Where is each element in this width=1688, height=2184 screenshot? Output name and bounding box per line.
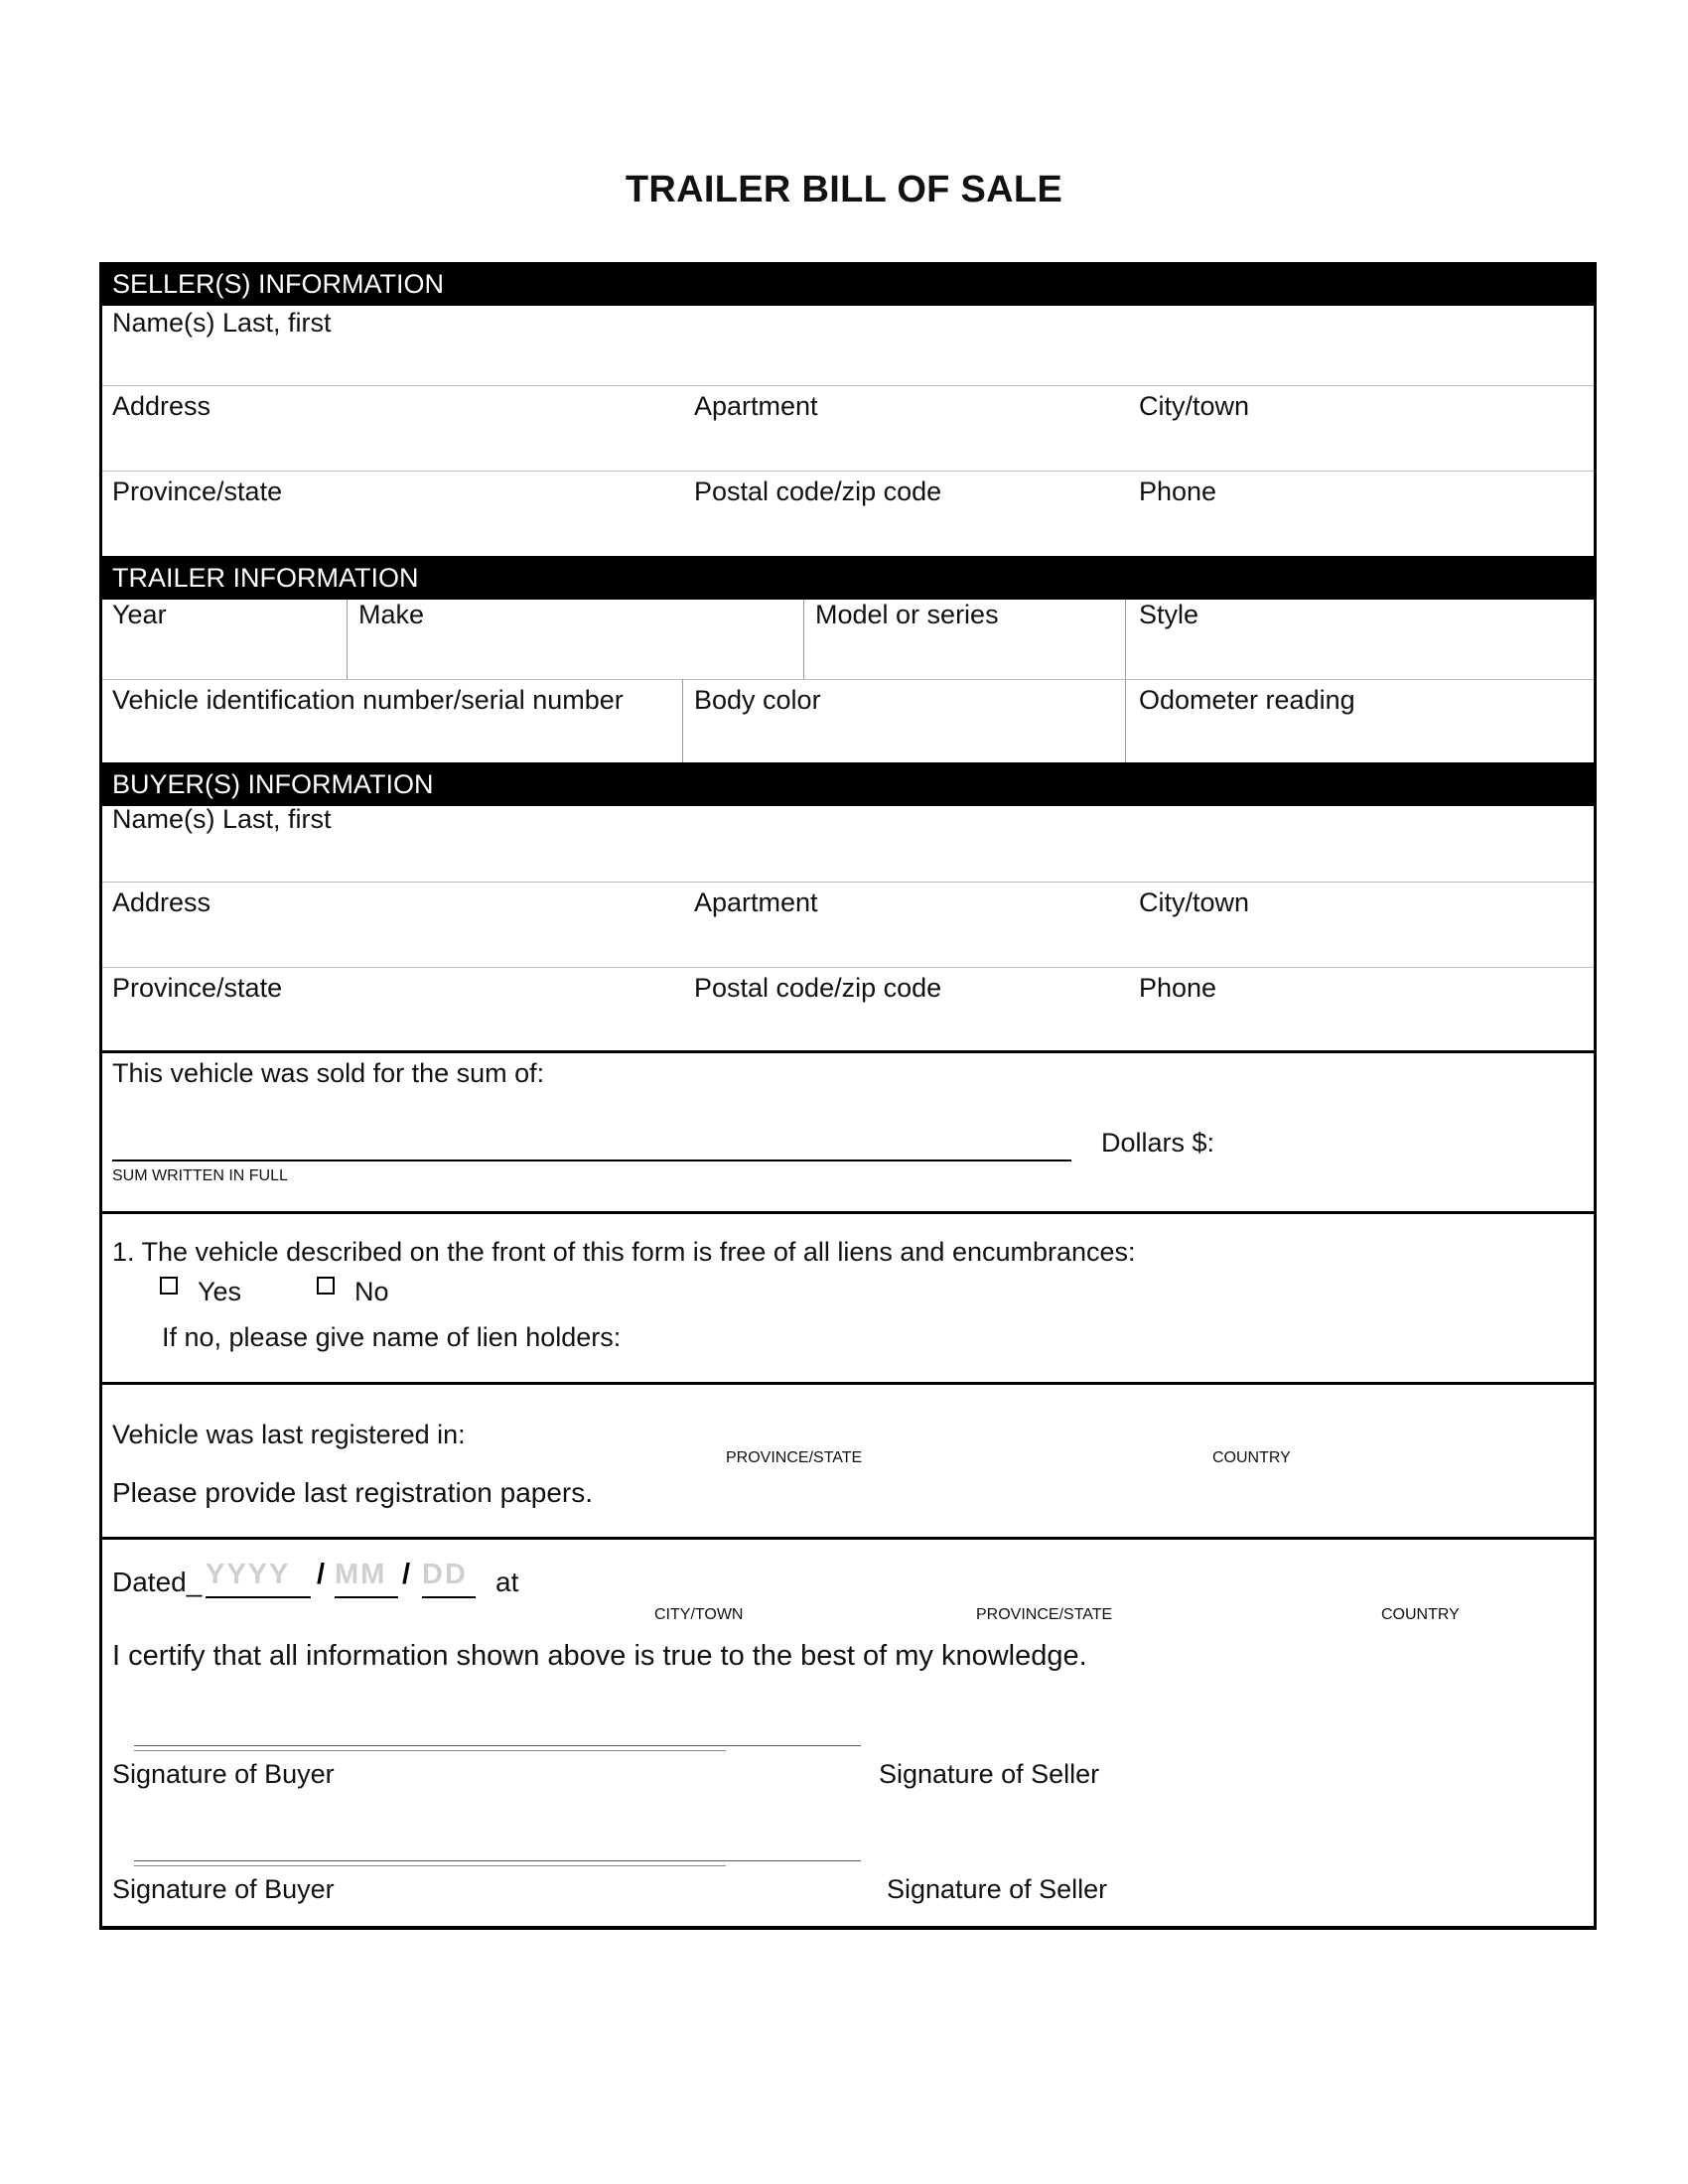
divider	[682, 679, 683, 764]
buyer-address-label: Address	[112, 887, 211, 917]
date-month-field[interactable]: MM	[335, 1559, 387, 1590]
registration-papers-label: Please provide last registration papers.	[112, 1477, 594, 1508]
dollars-label: Dollars $:	[1101, 1128, 1215, 1158]
trailer-style-label: Style	[1139, 600, 1199, 629]
liens-no-checkbox[interactable]	[317, 1277, 335, 1295]
date-month-underline	[335, 1596, 398, 1598]
seller-city-label: City/town	[1139, 391, 1250, 421]
dated-country-caption: COUNTRY	[1381, 1606, 1460, 1623]
liens-yes-label: Yes	[198, 1277, 242, 1306]
buyer-city-label: City/town	[1139, 887, 1250, 917]
divider	[1125, 600, 1126, 764]
divider	[102, 385, 1594, 386]
seller-province-label: Province/state	[112, 477, 283, 506]
buyer-signature-line-2[interactable]	[134, 1860, 861, 1861]
form-title: TRAILER BILL OF SALE	[625, 169, 1063, 210]
date-year-underline	[206, 1596, 311, 1598]
trailer-odometer-label: Odometer reading	[1139, 685, 1355, 715]
seller-apartment-label: Apartment	[694, 391, 818, 421]
trailer-section-header: TRAILER INFORMATION	[102, 556, 1594, 600]
seller-section-header: SELLER(S) INFORMATION	[102, 262, 1594, 306]
divider	[102, 967, 1594, 968]
divider	[803, 600, 804, 679]
date-day-field[interactable]: DD	[422, 1559, 468, 1590]
certify-statement: I certify that all information shown above is true to the best of my knowledge.	[112, 1640, 1087, 1672]
registration-province-caption: PROVINCE/STATE	[726, 1449, 863, 1466]
buyer-apartment-label: Apartment	[694, 887, 818, 917]
date-day-underline	[422, 1596, 476, 1598]
divider	[102, 679, 1594, 680]
last-registered-label: Vehicle was last registered in:	[112, 1420, 466, 1449]
dated-at-label: at	[495, 1567, 519, 1597]
trailer-year-label: Year	[112, 600, 167, 629]
buyer-province-label: Province/state	[112, 973, 283, 1003]
registration-country-caption: COUNTRY	[1212, 1449, 1291, 1466]
trailer-make-label: Make	[358, 600, 425, 629]
section-divider	[102, 1537, 1594, 1540]
sale-sum-label: This vehicle was sold for the sum of:	[112, 1058, 545, 1088]
section-divider	[102, 1382, 1594, 1385]
liens-statement: 1. The vehicle described on the front of this form is free of all liens and encumbrances:	[112, 1237, 1136, 1267]
buyer-postal-label: Postal code/zip code	[694, 973, 942, 1003]
buyer-signature-line-1-under	[134, 1750, 726, 1751]
trailer-vin-label: Vehicle identification number/serial number	[112, 685, 624, 715]
dated-city-caption: CITY/TOWN	[654, 1606, 744, 1623]
seller-signature-label-1: Signature of Seller	[879, 1759, 1100, 1789]
seller-phone-label: Phone	[1139, 477, 1217, 506]
buyer-signature-label-2: Signature of Buyer	[112, 1874, 335, 1904]
lien-holders-label: If no, please give name of lien holders:	[162, 1322, 622, 1352]
buyer-signature-line-1[interactable]	[134, 1745, 861, 1746]
dated-label: Dated_	[112, 1567, 203, 1597]
buyer-signature-line-2-under	[134, 1865, 726, 1866]
divider	[102, 471, 1594, 472]
date-slash-2: /	[402, 1559, 411, 1590]
sum-written-line[interactable]	[112, 1160, 1071, 1161]
trailer-color-label: Body color	[694, 685, 821, 715]
liens-yes-checkbox[interactable]	[160, 1277, 178, 1295]
buyer-signature-label-1: Signature of Buyer	[112, 1759, 335, 1789]
date-slash-1: /	[317, 1559, 326, 1590]
sum-written-caption: SUM WRITTEN IN FULL	[112, 1167, 288, 1184]
buyer-phone-label: Phone	[1139, 973, 1217, 1003]
seller-postal-label: Postal code/zip code	[694, 477, 942, 506]
section-divider	[102, 1211, 1594, 1214]
trailer-model-label: Model or series	[815, 600, 999, 629]
seller-name-label: Name(s) Last, first	[112, 308, 332, 338]
seller-signature-label-2: Signature of Seller	[887, 1874, 1108, 1904]
buyer-section-header: BUYER(S) INFORMATION	[102, 762, 1594, 806]
liens-no-label: No	[354, 1277, 389, 1306]
dated-province-caption: PROVINCE/STATE	[976, 1606, 1113, 1623]
bill-of-sale-form	[99, 262, 1597, 1930]
section-divider	[102, 1050, 1594, 1053]
seller-address-label: Address	[112, 391, 211, 421]
divider	[102, 882, 1594, 883]
date-year-field[interactable]: YYYY	[206, 1559, 291, 1590]
divider	[347, 600, 348, 679]
buyer-name-label: Name(s) Last, first	[112, 804, 332, 834]
